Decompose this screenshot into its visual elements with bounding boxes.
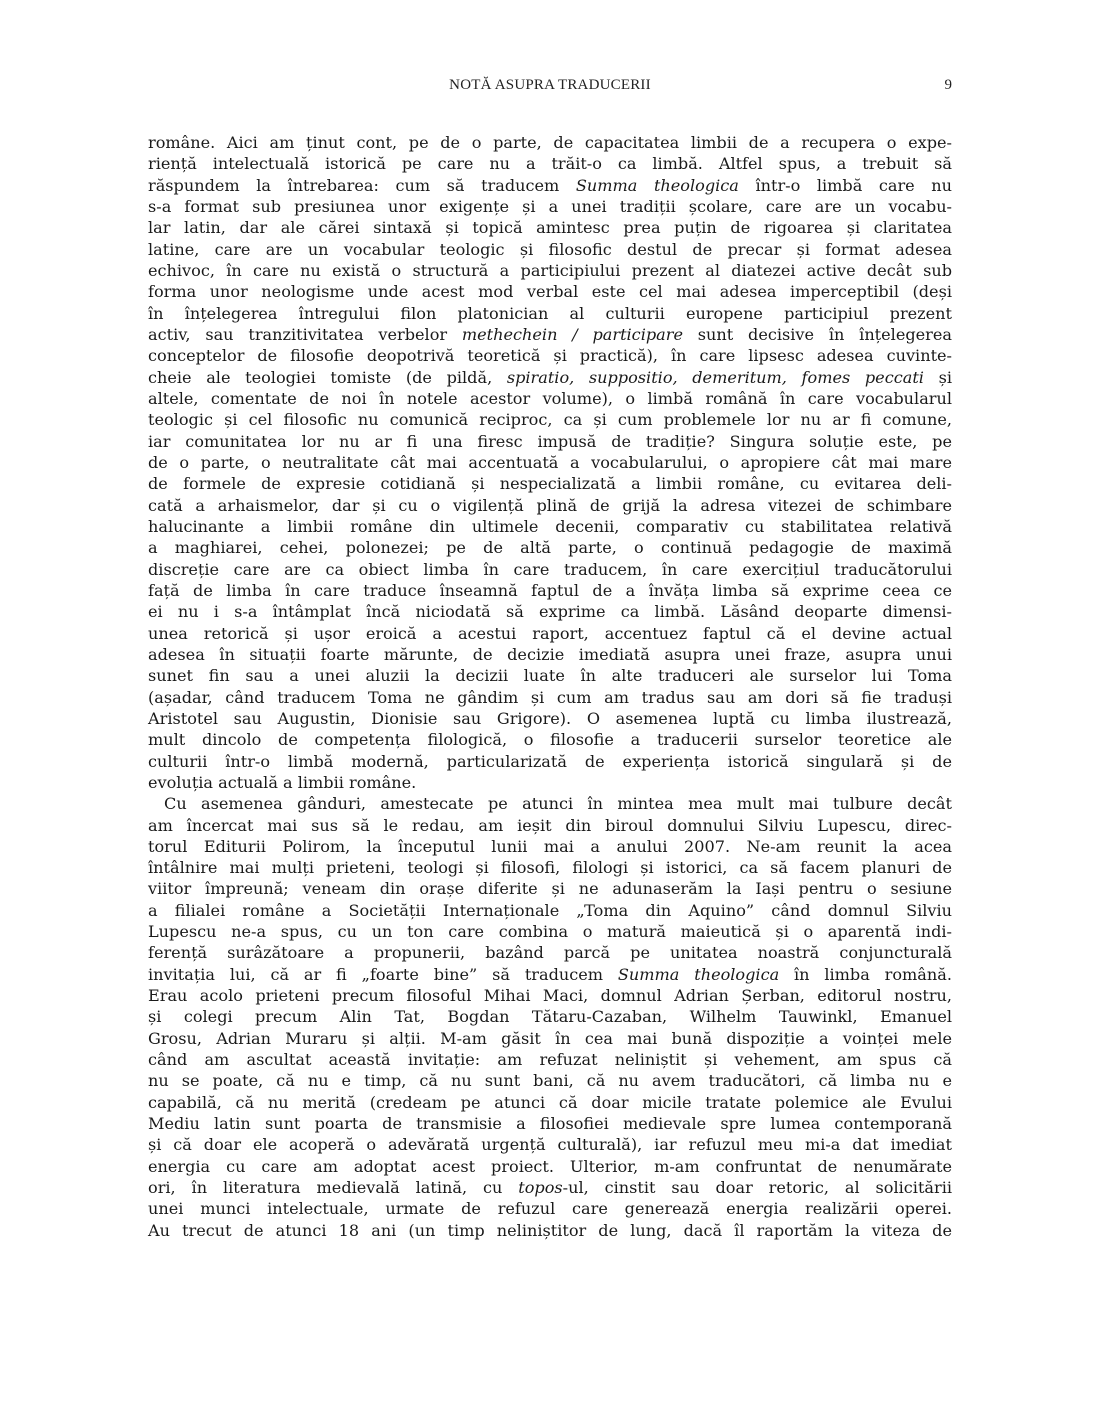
text-line — [148, 921, 952, 942]
text-line — [148, 857, 952, 878]
text-run: nu se poate, că nu e timp, că nu sunt bani, că nu avem traducători, că limba nu e — [148, 1071, 952, 1091]
text-run: în înțelegerea întregului filon platonician al culturii europene participiul prezent — [148, 303, 952, 323]
text-run: altele, comentate de noi în notele acestor volume), o limbă română în care vocabularul — [148, 388, 952, 408]
text-line-content — [148, 1134, 952, 1155]
text-line — [148, 367, 952, 388]
text-run: echivoc, în care nu există o structură a participiului prezent al diatezei active decât sub — [148, 260, 952, 280]
text-line — [148, 217, 952, 238]
text-line-content — [148, 580, 952, 601]
text-run: halucinante a limbii române din ultimele decenii, comparativ cu stabilitatea relativă — [148, 516, 952, 536]
text-line-content — [148, 921, 952, 942]
text-run: ori, în literatura medievală latină, cu — [148, 1178, 519, 1198]
text-line — [148, 878, 952, 899]
text-line-content — [148, 175, 952, 196]
text-run: adesea în situații foarte mărunte, de decizie imediată asupra unei fraze, asupra unui — [148, 644, 952, 664]
text-line-content — [148, 623, 952, 644]
text-run: mult dincolo de competența filologică, o filosofie a traducerii surselor teoretice ale — [148, 730, 952, 750]
text-run: torul Editurii Polirom, la începutul lunii mai a anului 2007. Ne-am reunit la acea — [148, 836, 952, 856]
text-line-content — [148, 1220, 952, 1241]
text-run: (așadar, când traducem Toma ne gândim și cum am tradus sau am dori să fie traduși — [148, 687, 952, 707]
text-line — [148, 751, 952, 772]
text-line-content — [148, 1049, 952, 1070]
text-line — [148, 1070, 952, 1091]
text-line — [148, 239, 952, 260]
text-line — [148, 687, 952, 708]
text-line — [148, 942, 952, 963]
text-line — [148, 1177, 952, 1198]
text-line-content — [148, 281, 952, 302]
text-run: Grosu, Adrian Muraru și alții. M-am găsit în cea mai bună dispoziție a voinței mele — [148, 1028, 952, 1048]
text-run: -ul, cinstit sau doar retoric, al solicitării — [562, 1178, 953, 1198]
text-run: și — [923, 367, 952, 387]
text-run: latine, care are un vocabular teologic și filosofic destul de precar și format adesea — [148, 239, 952, 259]
text-run: Erau acolo prieteni precum filosoful Mihai Maci, domnul Adrian Șerban, editorul nostru, — [148, 986, 952, 1006]
text-line — [148, 303, 952, 324]
text-run: cată a arhaismelor, dar și cu o vigilență plină de grijă la adresa vitezei de schimbare — [148, 495, 952, 515]
text-line — [148, 729, 952, 750]
text-line — [148, 665, 952, 686]
text-line-content — [148, 367, 952, 388]
text-line-content — [148, 665, 952, 686]
text-line — [148, 409, 952, 430]
text-run: discreție care are ca obiect limba în care traducem, în care exercițiul traducătorului — [148, 559, 952, 579]
text-run: răspundem la întrebarea: cum să traducem — [148, 175, 576, 195]
text-line — [148, 985, 952, 1006]
text-line-content — [148, 1092, 952, 1113]
text-line — [148, 132, 952, 153]
text-line-content — [148, 473, 952, 494]
text-run: capabilă, că nu merită (credeam pe atunci că doar micile tratate polemice ale Evului — [148, 1092, 952, 1112]
text-line — [148, 580, 952, 601]
text-run: Mediu latin sunt poarta de transmisie a filosofiei medievale spre lumea contemporană — [148, 1114, 952, 1134]
text-line — [148, 836, 952, 857]
italic-term: spiratio, suppositio, demeritum, fomes peccati — [506, 367, 924, 387]
text-line — [148, 153, 952, 174]
text-run: Aristotel sau Augustin, Dionisie sau Grigore). O asemenea luptă cu limba ilustrează, — [148, 708, 952, 728]
text-run: unea retorică și ușor eroică a acestui raport, accentuez faptul că el devine actual — [148, 623, 952, 643]
italic-term: methechein / participare — [461, 324, 683, 344]
text-run: ferență surâzătoare a propunerii, bazând parcă pe unitatea noastră conjuncturală — [148, 943, 952, 963]
text-line — [148, 281, 952, 302]
text-line-content — [148, 687, 952, 708]
page-number: 9 — [944, 77, 952, 93]
text-run: teologic și cel filosofic nu comunică reciproc, ca și cum problemele lor nu ar fi comune, — [148, 410, 952, 430]
text-line — [148, 1156, 952, 1177]
text-line-content — [148, 559, 952, 580]
text-run: evoluția actuală a limbii române. — [148, 772, 417, 792]
text-line-content — [148, 964, 952, 985]
text-line — [148, 516, 952, 537]
text-line — [148, 815, 952, 836]
text-line-content — [148, 644, 952, 665]
text-line — [148, 559, 952, 580]
text-run: riență intelectuală istorică pe care nu a trăit-o ca limbă. Altfel spus, a trebuit să — [148, 154, 952, 174]
text-run: cheie ale teologiei tomiste (de pildă, — [148, 367, 507, 387]
text-run: invitația lui, că ar fi „foarte bine” să traducem — [148, 964, 618, 984]
text-line-content — [148, 1070, 952, 1091]
text-line — [148, 1220, 952, 1241]
text-run: față de limba în care traduce înseamnă faptul de a învăța limba să exprime ceea ce — [148, 580, 952, 600]
text-line-content — [148, 239, 952, 260]
text-run: în limba română. — [779, 964, 952, 984]
text-line-content — [148, 836, 952, 857]
text-line-content — [148, 601, 952, 622]
text-run: române. Aici am ținut cont, pe de o parte, de capacitatea limbii de a recupera o expe- — [148, 133, 952, 152]
text-run: sunt decisive în înțelegerea — [682, 324, 952, 344]
text-run: conceptelor de filosofie deopotrivă teoretică și practică), în care lipsesc adesea cuvinte- — [148, 346, 952, 366]
text-line — [148, 900, 952, 921]
text-line — [148, 623, 952, 644]
text-line — [148, 345, 952, 366]
text-line — [148, 601, 952, 622]
text-run: s-a format sub presiunea unor exigențe și a unei tradiții școlare, care are un vocabu- — [148, 196, 952, 216]
text-line-content — [148, 878, 952, 899]
text-line-content — [148, 751, 952, 772]
text-run: sunet fin sau a unei aluzii la decizii luate în alte traduceri ale surselor lui Toma — [148, 666, 952, 686]
text-line — [148, 644, 952, 665]
text-line-content — [148, 217, 952, 238]
text-line-content — [148, 772, 952, 793]
text-run: de formele de expresie cotidiană și nespecializată a limbii române, cu evitarea deli- — [148, 474, 952, 494]
text-line-content — [148, 815, 952, 836]
text-line — [148, 452, 952, 473]
text-line-content — [148, 1028, 952, 1049]
text-line-content — [148, 409, 952, 430]
text-line — [148, 1134, 952, 1155]
text-run: culturii într-o limbă modernă, particularizată de experiența istorică singulară și de — [148, 751, 952, 771]
text-run: întâlnire mai mulți prieteni, teologi și filosofi, filologi și istorici, ca să facem planuri de — [148, 858, 952, 878]
text-line — [148, 537, 952, 558]
text-run: ei nu i s-a întâmplat încă niciodată să exprime ca limbă. Lăsând deoparte dimensi- — [148, 602, 952, 622]
text-line — [148, 473, 952, 494]
text-line — [148, 1113, 952, 1134]
text-line-content — [148, 303, 952, 324]
text-run: când am ascultat această invitație: am refuzat neliniștit și vehement, am spus că — [148, 1050, 952, 1070]
text-line-content — [148, 516, 952, 537]
text-line-content — [148, 260, 952, 281]
text-run: iar comunitatea lor nu ar fi una firesc impusă de tradiție? Singura soluție este, pe — [148, 431, 952, 451]
text-line-content — [148, 132, 952, 153]
text-line-content — [148, 388, 952, 409]
text-line-content — [148, 900, 952, 921]
text-line-content — [148, 708, 952, 729]
text-line-content — [148, 495, 952, 516]
text-line — [148, 431, 952, 452]
running-title: NOTĂ ASUPRA TRADUCERII — [449, 77, 651, 93]
text-line-content — [148, 196, 952, 217]
text-line-content — [148, 1113, 952, 1134]
text-run: Lupescu ne-a spus, cu un ton care combina o matură maieutică și o aparentă indi- — [148, 922, 952, 942]
text-run: a filialei române a Societății Internaționale „Toma din Aquino” când domnul Silviu — [148, 900, 952, 920]
text-line — [148, 1092, 952, 1113]
text-line-content — [148, 942, 952, 963]
text-line-content — [148, 1177, 952, 1198]
text-line-content — [148, 1006, 952, 1027]
italic-term: Summa theologica — [575, 175, 739, 195]
text-run: energia cu care am adoptat acest proiect. Ulterior, m-am confruntat de nenumărate — [148, 1156, 952, 1176]
text-run: unei munci intelectuale, urmate de refuzul care generează energia realizării operei. — [148, 1199, 952, 1219]
text-line — [148, 1049, 952, 1070]
text-line-content — [148, 431, 952, 452]
text-run: Au trecut de atunci 18 ani (un timp neliniștitor de lung, dacă îl raportăm la viteza de — [148, 1220, 952, 1240]
text-line — [148, 1028, 952, 1049]
text-line — [148, 495, 952, 516]
text-run: viitor împreună; veneam din orașe diferite și ne adunaserăm la Iași pentru o sesiune — [148, 879, 952, 899]
running-header — [148, 77, 952, 99]
italic-term: Summa theologica — [617, 964, 780, 984]
text-line-content — [148, 153, 952, 174]
text-line — [148, 708, 952, 729]
text-line-content — [148, 985, 952, 1006]
text-line-content — [148, 537, 952, 558]
text-line-content — [148, 729, 952, 750]
text-run: Cu asemenea gânduri, amestecate pe atunci în mintea mea mult mai tulbure decât — [164, 794, 952, 814]
text-run: am încercat mai sus să le redau, am ieșit din biroul domnului Silviu Lupescu, direc- — [148, 815, 952, 835]
text-run: a maghiarei, cehei, polonezei; pe de altă parte, o continuă pedagogie de maximă — [148, 538, 952, 558]
text-line — [148, 772, 952, 793]
italic-term: topos — [518, 1178, 563, 1198]
text-run: într-o limbă care nu — [738, 175, 952, 195]
text-line — [148, 964, 952, 985]
text-run: lar latin, dar ale cărei sintaxă și topică amintesc prea puțin de rigoarea și claritatea — [148, 218, 952, 238]
text-line-content — [148, 452, 952, 473]
text-line — [148, 388, 952, 409]
text-line — [148, 1006, 952, 1027]
text-line — [148, 175, 952, 196]
text-line-content — [148, 345, 952, 366]
text-line — [148, 793, 952, 814]
text-run: și colegi precum Alin Tat, Bogdan Tătaru-Cazaban, Wilhelm Tauwinkl, Emanuel — [148, 1007, 952, 1027]
text-line-content — [148, 324, 952, 345]
text-line-content — [148, 857, 952, 878]
text-run: și că doar ele acoperă o adevărată urgență culturală), iar refuzul meu mi-a dat imediat — [148, 1135, 952, 1155]
body-text — [148, 132, 952, 1241]
text-run: de o parte, o neutralitate cât mai accentuată a vocabularului, o apropiere cât mai mare — [148, 452, 952, 472]
text-run: forma unor neologisme unde acest mod verbal este cel mai adesea imperceptibil (deși — [148, 282, 952, 302]
text-line-content — [148, 1198, 952, 1219]
text-line-content — [148, 1156, 952, 1177]
text-line — [148, 1198, 952, 1219]
text-line — [148, 260, 952, 281]
text-run: activ, sau tranzitivitatea verbelor — [148, 324, 462, 344]
text-line — [148, 196, 952, 217]
text-line — [148, 324, 952, 345]
text-line-content — [164, 793, 952, 814]
